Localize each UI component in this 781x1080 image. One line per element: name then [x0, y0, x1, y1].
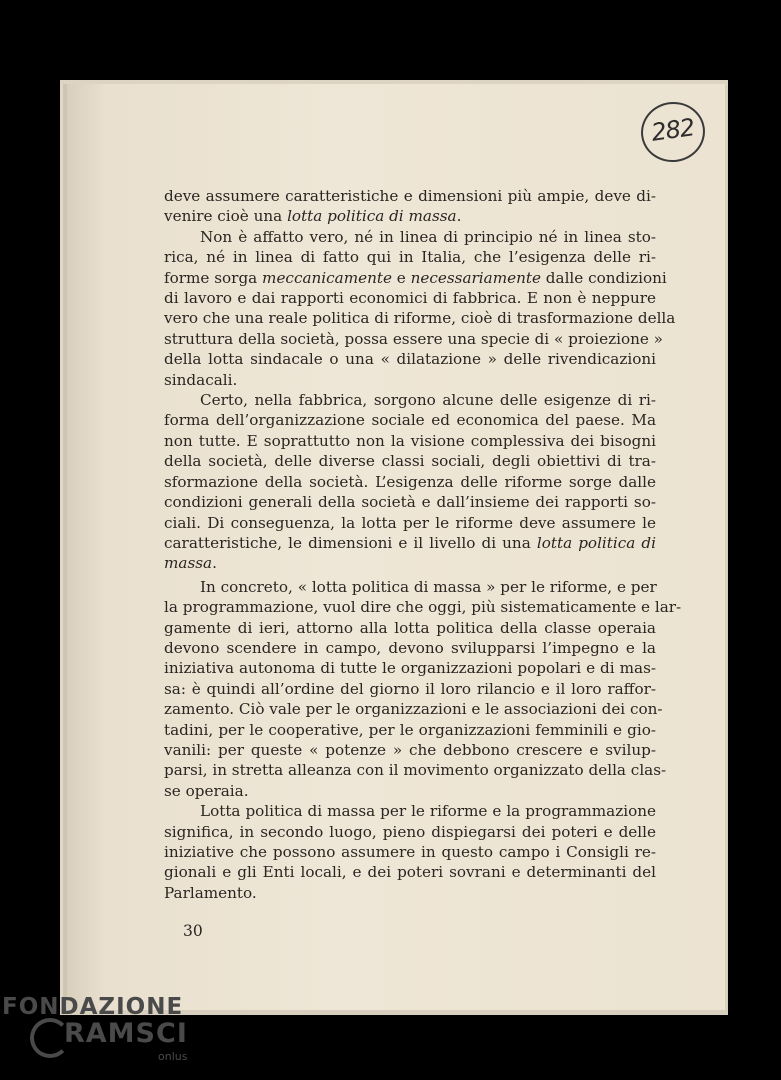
text-line: In concreto, « lotta politica di massa » per le riforme, e per [200, 577, 657, 596]
text-line: Certo, nella fabbrica, sorgono alcune delle esigenze di ri- [200, 391, 656, 410]
text-line: sa: è quindi all’ordine del giorno il loro rilancio e il loro raffor- [164, 679, 656, 698]
text-line: venire cioè una lotta politica di massa. [164, 207, 462, 226]
archive-number: 282 [649, 113, 696, 147]
text-line: caratteristiche, le dimensioni e il livello di una lotta politica di [164, 533, 656, 552]
paragraph-3 [164, 390, 656, 574]
paragraph-1 [164, 186, 656, 227]
text-line: condizioni generali della società e dall’insieme dei rapporti so- [164, 493, 656, 512]
text-line: struttura della società, possa essere una specie di « proiezione » [164, 329, 663, 348]
text-line: zamento. Ciò vale per le organizzazioni e le associazioni dei con- [164, 700, 663, 719]
text-line: gamente di ieri, attorno alla lotta politica della classe operaia [164, 618, 656, 637]
text-line: di lavoro e dai rapporti economici di fabbrica. E non è neppure [164, 289, 656, 308]
page-number: 30 [183, 922, 203, 940]
paragraph-2 [164, 227, 676, 390]
text-line: tadini, per le cooperative, per le organizzazioni femminili e gio- [164, 720, 656, 739]
text-line: non tutte. E soprattutto non la visione complessiva dei bisogni [164, 431, 656, 450]
italic-phrase: lotta politica di massa [287, 207, 457, 226]
text-line: della lotta sindacale o una « dilatazione » delle rivendicazioni [164, 350, 656, 369]
text-line: iniziativa autonoma di tutte le organizzazioni popolari e di mas- [164, 659, 656, 678]
text-line: ciali. Di conseguenza, la lotta per le riforme deve assumere le [164, 513, 656, 532]
logo-text-onlus: onlus [158, 1050, 188, 1063]
text-line: la programmazione, vuol dire che oggi, più sistematicamente e lar- [164, 598, 682, 617]
text-line: gionali e gli Enti locali, e dei poteri sovrani e determinanti del [164, 863, 656, 882]
text-line: devono scendere in campo, devono svilupparsi l’impegno e la [164, 638, 656, 657]
text-line: Parlamento. [164, 883, 257, 902]
text-line: sindacali. [164, 370, 238, 389]
text-line: forme sorga meccanicamente e necessariamente dalle condizioni [164, 268, 667, 287]
paragraph-5 [164, 801, 656, 903]
text-line: parsi, in stretta alleanza con il movimento organizzato della clas- [164, 761, 667, 780]
text-line: vero che una reale politica di riforme, cioè di trasformazione della [164, 309, 676, 328]
body-text [164, 186, 682, 903]
text-line: iniziative che possono assumere in questo campo i Consigli re- [164, 843, 656, 861]
italic-word: meccanicamente [262, 268, 392, 287]
text-line: massa. [164, 554, 217, 573]
logo-text-fondazione: FONDAZIONE [2, 994, 184, 1020]
logo-text-gramsci: RAMSCI [64, 1018, 188, 1049]
text-line: rica, né in linea di fatto qui in Italia, che l’esigenza delle ri- [164, 248, 656, 267]
text-line: vanili: per queste « potenze » che debbono crescere e svilup- [164, 740, 656, 759]
text-line: significa, in secondo luogo, pieno dispiegarsi dei poteri e delle [164, 822, 656, 841]
italic-phrase: lotta politica di [536, 533, 656, 552]
text-line: Lotta politica di massa per le riforme e la programmazione [200, 802, 656, 821]
text-line: Non è affatto vero, né in linea di principio né in linea sto- [200, 227, 656, 246]
text-line: deve assumere caratteristiche e dimensioni più ampie, deve di- [164, 187, 656, 205]
text-line: sformazione della società. L’esigenza delle riforme sorge dalle [164, 472, 656, 491]
paragraph-4 [164, 577, 682, 801]
italic-phrase: massa [164, 554, 213, 573]
text-line: della società, delle diverse classi sociali, degli obiettivi di tra- [164, 452, 656, 471]
italic-word: necessariamente [410, 268, 541, 287]
text-line: forma dell’organizzazione sociale ed economica del paese. Ma [164, 411, 656, 430]
text-line: se operaia. [164, 781, 249, 800]
